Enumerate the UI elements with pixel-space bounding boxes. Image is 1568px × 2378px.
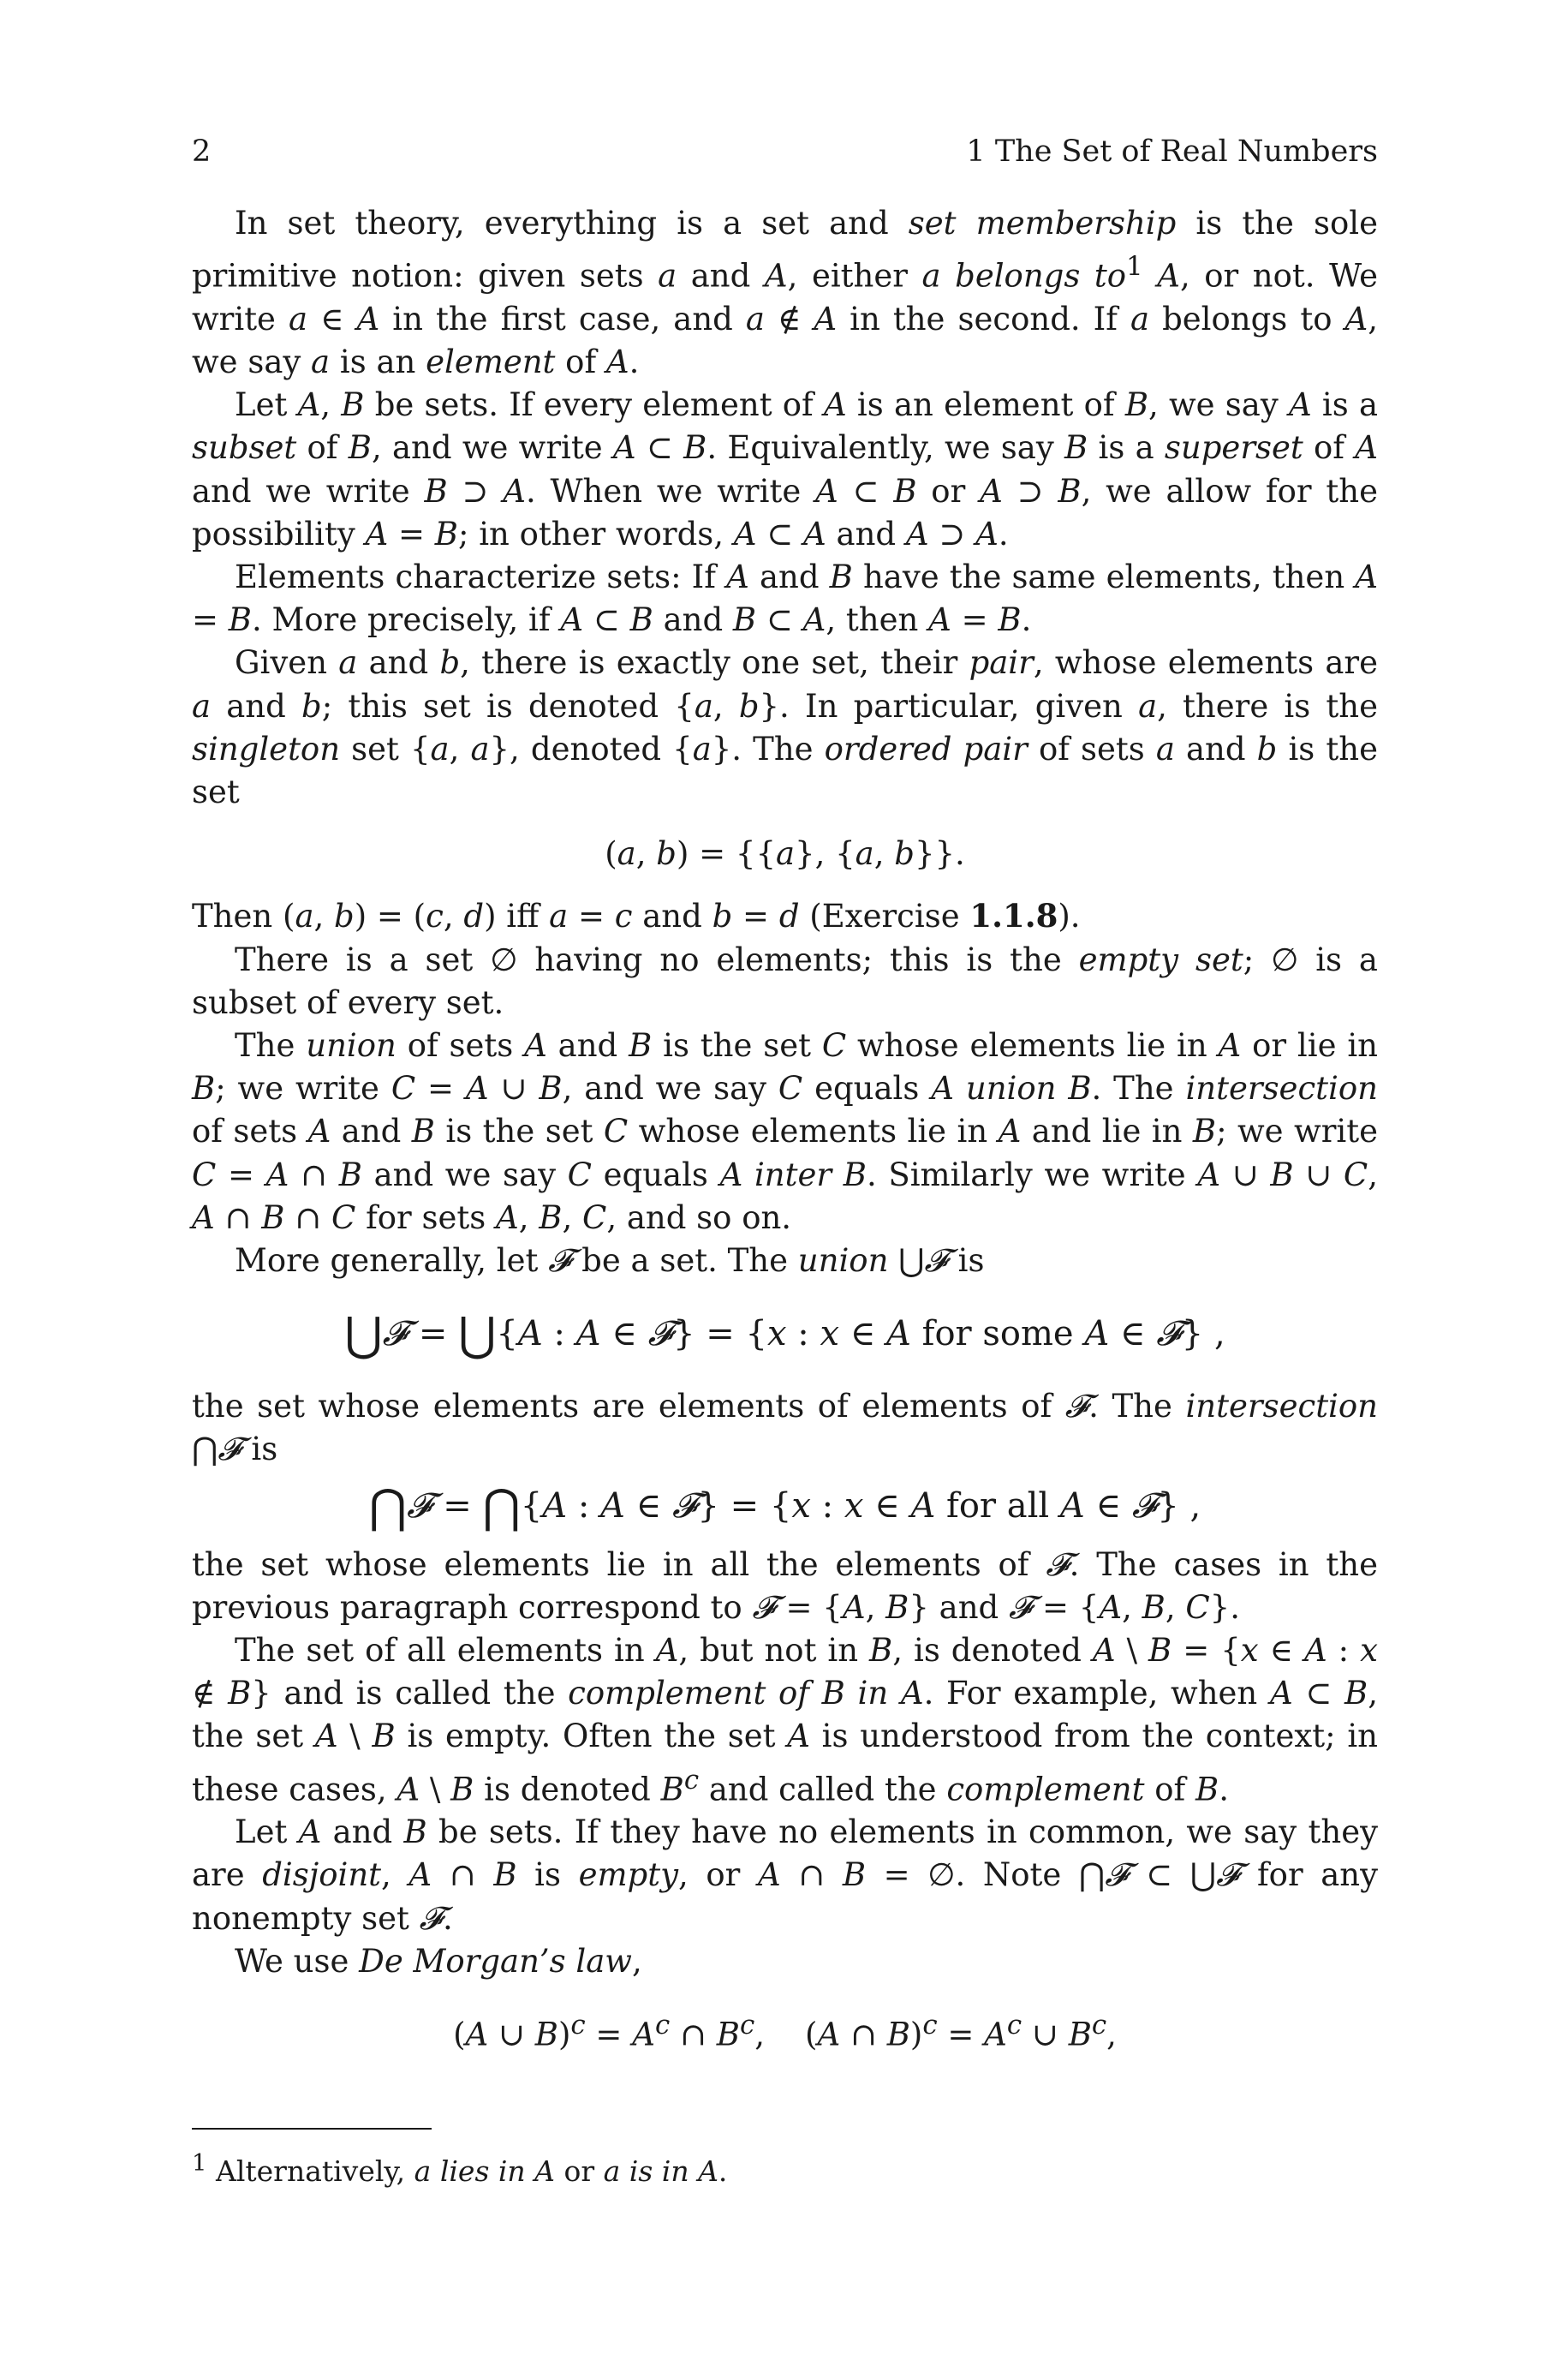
running-header (192, 130, 1378, 173)
paragraph-general-union: More generally, let 𝓕 be a set. The union ⋃𝓕 is (235, 1242, 985, 1279)
footnote: $^1$ Alternatively, a lies in A or a is in A. (192, 2149, 728, 2188)
paragraph-membership: In set theory, everything is a set and set membership is the sole primitive notion: given sets a and A, either a belongs $to^1$ A, or not. We write a ∈ A in the first case, and a ∉ A in the second. If a belongs to A, we say a is an element of A. (192, 205, 1378, 380)
paragraph-general-intersection: the set whose elements are elements of elements of 𝓕. The intersection ⋂𝓕 is (192, 1388, 1378, 1468)
equation-intersection: ⋂𝓕 = ⋂{A : A ∈ 𝓕} = {x : x ∈ A for all A ∈ 𝓕} , (368, 1479, 1201, 1533)
running-head-title: 1 The Set of Real Numbers (966, 134, 1378, 169)
paragraph-cases: the set whose elements lie in all the elements of 𝓕. The cases in the previous paragraph correspond to 𝓕 = {A, B} and 𝓕 = {A, B, C}. (192, 1545, 1378, 1626)
paragraph-complement: The set of all elements in A, but not in B, is denoted A \ B = {x ∈ A : x ∉ B} and is called the complement of B in A. For example, when A ⊂ B, the set A \ B is empty. Often the set A is understood from the context; in these cases, A \ B is denoted $B^c$ and called the complement of B. (192, 1632, 1378, 1807)
equation-union: ⋃𝓕 = ⋃{A : A ∈ 𝓕} = {x : x ∈ A for some A ∈ 𝓕} , (344, 1307, 1225, 1362)
paragraph-empty-set: There is a set ∅ having no elements; this is the empty set; ∅ is a subset of every set. (192, 941, 1378, 1021)
paragraph-union-intersection: The union of sets A and B is the set C whose elements lie in A or lie in B; we write C = A ∪ B, and we say C equals A union B. The intersection of sets A and B is the set C whose elements lie in A and lie in B; we write C = A ∩ B and we say C equals A inter B. Similarly we write A ∪ B ∪ C, A ∩ B ∩ C for sets A, B, C, and so on. (192, 1026, 1378, 1236)
equation-de-morgan: (A ∪ $B)^c = A^c$ ∩ $B^c$, (A ∩ $B)^c = A^c$ ∪ $B^c$, (453, 2009, 1117, 2053)
page-number: 2 (192, 134, 212, 169)
equation-ordered-pair: (a, b) = {{a}, {a, b}}. (605, 835, 965, 873)
paragraph-pair: Given a and b, there is exactly one set, their pair, whose elements are a and b; this set is denoted {a, b}. In particular, given a, there is the singleton set {a, a}, denoted {a}. The ordered pair of sets a and b is the set (192, 644, 1379, 810)
paragraph-extensionality: Elements characterize sets: If A and B have the same elements, then A = B. More precisely, if A ⊂ B and B ⊂ A, then A = B. (192, 558, 1378, 639)
footnote-divider (192, 2128, 432, 2130)
paragraph-de-morgan-intro: We use De Morgan’s law, (235, 1942, 642, 1980)
paragraph-subset: Let A, B be sets. If every element of A is an element of B, we say A is a subset of B, and we write A ⊂ B. Equivalently, we say B is a superset of A and we write B ⊃ A. When we write A ⊂ B or A ⊃ B, we allow for the possibility A = B; in other words, A ⊂ A and A ⊃ A. (192, 386, 1379, 553)
page-body (192, 202, 1378, 2057)
paragraph-ordered-pair-property: Then (a, b) = (c, d) iff a = c and b = d (Exercise 1.1.8). (192, 897, 1081, 935)
paragraph-disjoint: Let A and B be sets. If they have no elements in common, we say they are disjoint, A ∩ B is empty, or A ∩ B = ∅. Note ⋂𝓕 ⊂ ⋃𝓕 for any nonempty set 𝓕. (192, 1813, 1379, 1937)
